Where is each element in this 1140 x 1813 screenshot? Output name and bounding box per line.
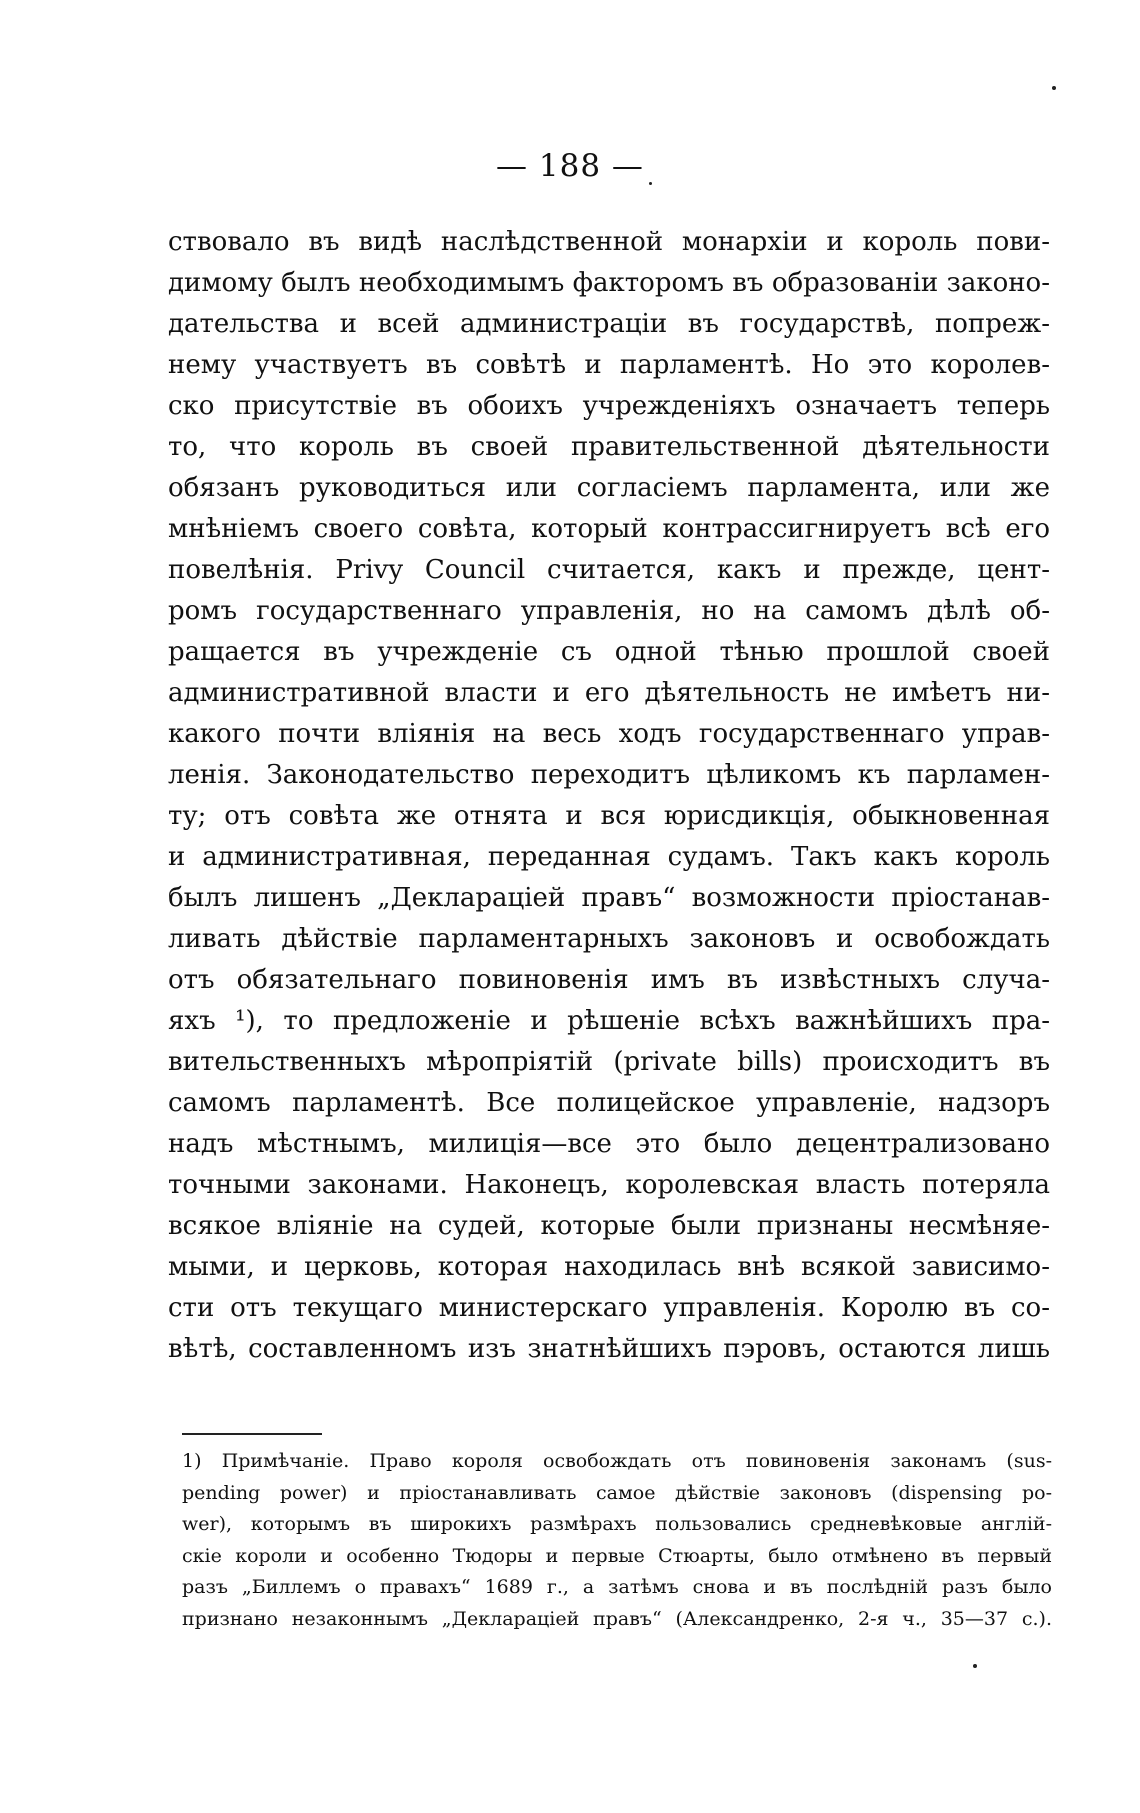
text-line: точными законами. Наконецъ, королевская власть потеряла bbox=[168, 1170, 1050, 1200]
text-line: ту; отъ совѣта же отнята и вся юрисдикція, обыкновенная bbox=[168, 801, 1050, 831]
footnote-line: признано незаконнымъ „Декларацiей правъ“ (Александренко, 2-я ч., 35—37 с.). bbox=[182, 1607, 1052, 1630]
text-line: мнѣніемъ своего совѣта, который контрассигнируетъ всѣ его bbox=[168, 514, 1050, 544]
text-line: ливать дѣйствіе парламентарныхъ законовъ и освобождать bbox=[168, 924, 1050, 954]
text-line: административной власти и его дѣятельность не имѣетъ ни- bbox=[168, 678, 1050, 708]
text-line: яхъ ¹), то предложеніе и рѣшеніе всѣхъ важнѣйшихъ пра- bbox=[168, 1006, 1050, 1036]
text-line: вѣтѣ, составленномъ изъ знатнѣйшихъ пэровъ, остаются лишь bbox=[168, 1334, 1050, 1364]
footnote-line: скіе короли и особенно Тюдоры и первые Стюарты, было отмѣнено въ первый bbox=[182, 1544, 1052, 1567]
text-line: повелѣнія. Privy Council считается, какъ и прежде, цент- bbox=[168, 555, 1050, 585]
footnote bbox=[182, 1446, 1052, 1635]
text-line: мыми, и церковь, которая находилась внѣ всякой зависимо- bbox=[168, 1252, 1050, 1282]
text-line: отъ обязательнаго повиновенія имъ въ извѣстныхъ случа- bbox=[168, 965, 1050, 995]
text-line: ромъ государственнаго управленія, но на самомъ дѣлѣ об- bbox=[168, 596, 1050, 626]
text-line: всякое вліяніе на судей, которые были признаны несмѣняе- bbox=[168, 1211, 1050, 1241]
main-text-body bbox=[168, 222, 1050, 1370]
text-line: самомъ парламентѣ. Все полицейское управленіе, надзоръ bbox=[168, 1088, 1050, 1118]
text-line: дательства и всей администраціи въ государствѣ, попреж- bbox=[168, 309, 1050, 339]
text-line: былъ лишенъ „Декларацiей правъ“ возможности пріостанав- bbox=[168, 883, 1050, 913]
text-line: ленія. Законодательство переходитъ цѣликомъ къ парламен- bbox=[168, 760, 1050, 790]
footnote-line: wer), которымъ въ широкихъ размѣрахъ пользовались средневѣковые англій- bbox=[182, 1513, 1052, 1535]
text-line: ствовало въ видѣ наслѣдственной монархіи и король пови- bbox=[168, 227, 1050, 257]
page-number: — 188 — bbox=[496, 148, 644, 184]
text-line: вительственныхъ мѣропріятій (private bills) происходитъ въ bbox=[168, 1047, 1050, 1077]
text-line: ско присутствіе въ обоихъ учрежденіяхъ означаетъ теперь bbox=[168, 391, 1050, 421]
footnote-line: разъ „Биллемъ о правахъ“ 1689 г., а затѣмъ снова и въ послѣдній разъ было bbox=[182, 1576, 1052, 1598]
footnote-line: pending power) и пріостанавливать самое дѣйствіе законовъ (dispensing po- bbox=[182, 1481, 1052, 1504]
speck-mark bbox=[973, 1664, 977, 1668]
text-line: нему участвуетъ въ совѣтѣ и парламентѣ. Но это королев- bbox=[168, 350, 1050, 380]
footnote-separator bbox=[182, 1433, 322, 1435]
text-line: какого почти вліянія на весь ходъ государственнаго управ- bbox=[168, 719, 1050, 749]
text-line: димому былъ необходимымъ факторомъ въ образованіи законо- bbox=[168, 268, 1050, 298]
text-line: обязанъ руководиться или согласіемъ парламента, или же bbox=[168, 473, 1050, 503]
speck-mark bbox=[1052, 86, 1056, 90]
text-line: и административная, переданная судамъ. Такъ какъ король bbox=[168, 842, 1050, 872]
text-line: надъ мѣстнымъ, милиція—все это было децентрализовано bbox=[168, 1129, 1050, 1159]
text-line: сти отъ текущаго министерскаго управленія. Королю въ со- bbox=[168, 1293, 1050, 1323]
footnote-line: 1) Примѣчаніе. Право короля освобождать отъ повиновенія законамъ (sus- bbox=[182, 1450, 1052, 1472]
text-line: то, что король въ своей правительственной дѣятельности bbox=[168, 432, 1050, 462]
text-line: ращается въ учрежденіе съ одной тѣнью прошлой своей bbox=[168, 637, 1050, 667]
